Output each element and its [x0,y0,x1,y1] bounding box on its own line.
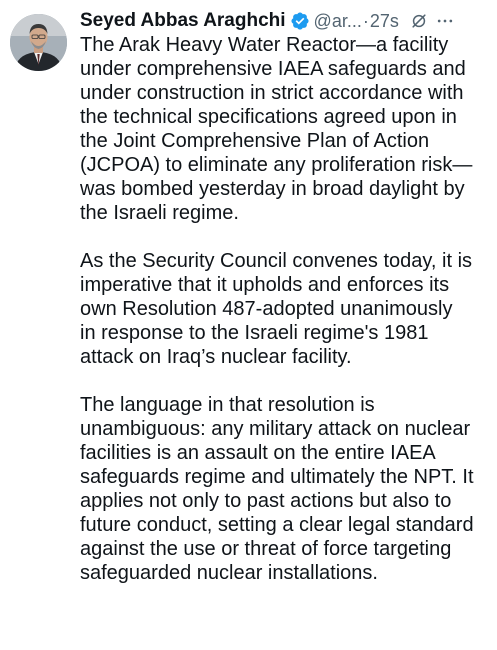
grok-icon[interactable] [409,11,429,31]
author-handle[interactable]: @ar... [313,10,362,31]
tweet-text [80,33,490,609]
separator-dot: · [362,10,369,31]
more-options-icon[interactable] [435,11,455,31]
tweet-paragraph: As the Security Council convenes today, it is imperative that it upholds and enforces its own Resolution 487-adopted unanimously in response to the Israeli regime's 1981 attack on Iraq’s nuclear facility. [80,250,473,368]
author-name[interactable]: Seyed Abbas Araghchi [80,10,286,31]
tweet-paragraph: The language in that resolution is unambiguous: any military attack on nuclear facilities is an assault on the entire IAEA safeguards regime and ultimately the NPT. It applies not only to past actions but also to future conduct, setting a clear legal standard against the use or threat of force targeting safeguarded nuclear installations. [80,394,474,584]
avatar[interactable] [10,14,67,71]
tweet-header [80,8,491,34]
verified-badge-icon[interactable] [290,11,310,31]
avatar-image [10,14,67,71]
timestamp[interactable]: 27s [369,10,399,31]
tweet-paragraph: The Arak Heavy Water Reactor—a facility under comprehensive IAEA safeguards and under construction in strict accordance with the technical specifications agreed upon in the Joint Comprehensive Plan of Action (JCPOA) to eliminate any proliferation risk— was bombed yesterday in broad daylight by the Israeli regime. [80,34,473,224]
